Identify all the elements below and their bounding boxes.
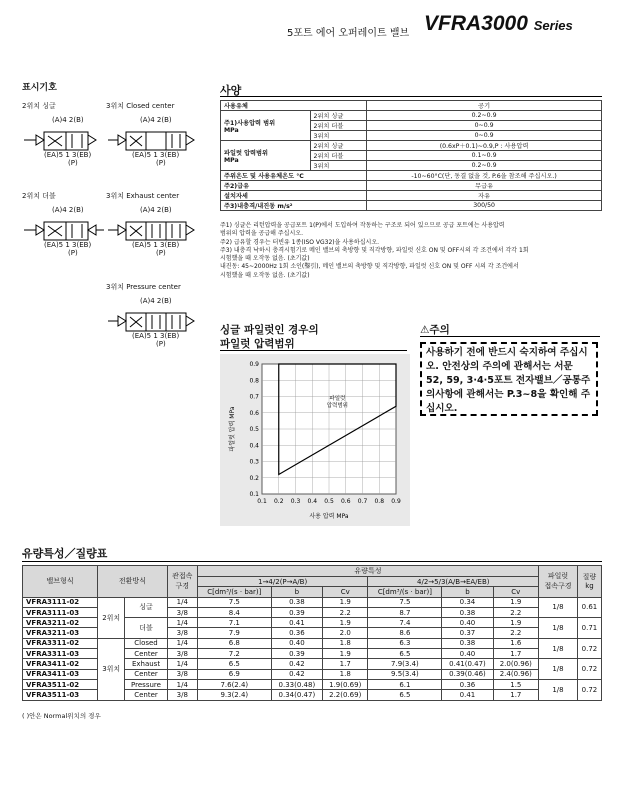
note-line: 주3) 내충격 낙하시 충격시험기로 메인 밸브의 축방향 및 직각방향, 파일럿 신호 ON 및 OFF시의 각 조건에서 각각 1회 [220, 246, 529, 254]
port-label-p: (P) [156, 249, 166, 257]
spec-pp2: 0.1~0.9 [367, 151, 602, 161]
flow-footnote: ( )안은 Normal위치의 경우 [22, 712, 101, 720]
cell-model: VFRA3211-03 [23, 628, 98, 638]
cell-switch: Center [125, 649, 168, 659]
label-3pos-closed: 3위치 Closed center [106, 102, 175, 110]
cell-b2: 0.38 [442, 607, 493, 617]
flow-h-conn-text2: 구경 [175, 582, 190, 591]
cell-model: VFRA3311-02 [23, 638, 98, 648]
cell-c1: 7.1 [197, 618, 271, 628]
cell-c1: 7.6(2.4) [197, 679, 271, 689]
flow-h-cv: Cv [322, 587, 367, 597]
cell-pilot: 1/8 [539, 638, 578, 659]
series-suffix: Series [533, 18, 573, 33]
cell-cv1: 1.8 [322, 669, 367, 679]
x-tick-label: 0.6 [340, 498, 351, 505]
cell-b1: 0.39 [271, 649, 322, 659]
cell-cv2: 1.9 [493, 597, 538, 607]
flow-h-b: b [271, 587, 322, 597]
label-2pos-double: 2위치 더블 [22, 192, 56, 200]
cell-b2: 0.39(0.46) [442, 669, 493, 679]
cell-mass: 0.61 [577, 597, 601, 618]
cell-c1: 7.2 [197, 649, 271, 659]
spec-row-3: 3위치 [310, 161, 367, 171]
cell-switch: 싱글 [125, 597, 168, 618]
cell-model: VFRA3111-03 [23, 607, 98, 617]
cell-switch: 더블 [125, 618, 168, 639]
flow-h-switch: 전환방식 [98, 566, 168, 598]
cell-model: VFRA3511-02 [23, 679, 98, 689]
cell-conn: 1/4 [167, 638, 197, 648]
caution-rule [420, 336, 600, 337]
flow-h-pilot-text: 파일럿 [547, 572, 569, 581]
flow-h-model: 밸브형식 [23, 566, 98, 598]
port-label-top: (A)4 2(B) [140, 116, 172, 124]
note-line: 시험했을 때 오작동 없음. (초기값) [220, 271, 310, 279]
spec-pressure-label [221, 111, 311, 141]
cell-cv1: 1.8 [322, 638, 367, 648]
x-tick-label: 0.2 [273, 498, 284, 505]
cell-b2: 0.41 [442, 690, 493, 700]
spec-title: 사양 [220, 84, 242, 97]
spec-row-2double: 2위치 더블 [310, 151, 367, 161]
port-label-bottom: (EA)5 1 3(EB) [132, 151, 180, 159]
spec-install-value: 자유 [367, 191, 602, 201]
chart-rule [220, 350, 407, 351]
region-label-1: 파일럿 [329, 395, 346, 402]
pilot-chart-svg [220, 354, 410, 526]
cell-cv2: 1.7 [493, 690, 538, 700]
spec-temp-value: -10~60°C(단, 동결 없을 것, P.6을 참조해 주십시오.) [367, 171, 602, 181]
cell-b2: 0.38 [442, 638, 493, 648]
spec-pp1: (0.6xP＋0.1)~0.9,P : 사용압력 [367, 141, 602, 151]
cell-pos: 3위치 [98, 638, 125, 700]
y-tick-label: 0.7 [249, 393, 259, 401]
x-tick-label: 0.4 [307, 498, 318, 505]
cell-model: VFRA3411-02 [23, 659, 98, 669]
cell-switch: Closed [125, 638, 168, 648]
spec-lube-value: 무급유 [367, 181, 602, 191]
port-label-p: (P) [68, 249, 78, 257]
note-line: 범위의 압력을 공급해 주십시오. [220, 230, 303, 238]
spec-pressure-unit: MPa [224, 126, 239, 134]
spec-install-label: 설치자세 [221, 191, 367, 201]
cell-cv1: 1.9 [322, 597, 367, 607]
cell-mass: 0.72 [577, 659, 601, 680]
cell-cv2: 1.7 [493, 649, 538, 659]
x-tick-label: 0.1 [257, 498, 267, 505]
spec-pilot-label-text: 파일럿 압력범위 [224, 149, 268, 157]
y-tick-label: 0.9 [249, 361, 259, 368]
flow-h-flow: 유량특성 [197, 566, 538, 577]
cell-b2: 0.40 [442, 618, 493, 628]
spec-p1: 0.2~0.9 [367, 111, 602, 121]
y-tick-label: 0.4 [249, 442, 259, 450]
cell-switch: Exhaust [125, 659, 168, 669]
cell-cv1: 1.9 [322, 618, 367, 628]
flow-h-b: b [442, 587, 493, 597]
cell-b1: 0.36 [271, 628, 322, 638]
port-label-bottom: (EA)5 1 3(EB) [44, 241, 92, 249]
x-axis-label: 사용 압력 MPa [309, 513, 349, 520]
cell-model: VFRA3311-03 [23, 649, 98, 659]
spec-row-2double: 2위치 더블 [310, 121, 367, 131]
cell-c2: 8.6 [368, 628, 442, 638]
flow-h-fwd: 1→4/2(P→A/B) [197, 577, 368, 587]
note-line: 주1) 싱글은 리턴압력을 공급포트 1(P)에서 도입하여 작동하는 구조로 되어 있으므로 공급 포트에는 사용압력 [220, 222, 505, 229]
cell-cv1: 2.2 [322, 607, 367, 617]
cell-pos: 2위치 [98, 597, 125, 638]
flow-h-pilot [539, 566, 578, 598]
cell-conn: 1/4 [167, 679, 197, 689]
cell-c1: 7.5 [197, 597, 271, 607]
cell-conn: 3/8 [167, 669, 197, 679]
cell-c2: 9.5(3.4) [368, 669, 442, 679]
spec-pilot-label [221, 141, 311, 171]
y-tick-label: 0.6 [249, 409, 259, 417]
cell-cv2: 1.5 [493, 679, 538, 689]
cell-b1: 0.40 [271, 638, 322, 648]
spec-pilot-unit: MPa [224, 156, 239, 164]
cell-b1: 0.33(0.48) [271, 679, 322, 689]
cell-b1: 0.41 [271, 618, 322, 628]
cell-c1: 6.8 [197, 638, 271, 648]
cell-pilot: 1/8 [539, 679, 578, 700]
cell-conn: 1/4 [167, 597, 197, 607]
cell-c1: 6.5 [197, 659, 271, 669]
cell-b2: 0.34 [442, 597, 493, 607]
port-label-top: (A)4 2(B) [140, 206, 172, 214]
flow-h-conn [167, 566, 197, 598]
cell-cv2: 2.4(0.96) [493, 669, 538, 679]
port-label-p: (P) [68, 159, 78, 167]
cell-model: VFRA3111-02 [23, 597, 98, 607]
cell-switch: Center [125, 690, 168, 700]
cell-conn: 1/4 [167, 618, 197, 628]
chart-title-line2: 파일럿 압력범위 [220, 338, 295, 350]
flow-h-mass-unit: kg [585, 582, 594, 591]
cell-switch: Pressure [125, 679, 168, 689]
spec-row-2single: 2위치 싱글 [310, 111, 367, 121]
y-tick-label: 0.2 [249, 474, 259, 482]
cell-cv1: 2.0 [322, 628, 367, 638]
spec-notes [220, 222, 529, 280]
table-row [23, 638, 602, 648]
cell-b1: 0.42 [271, 669, 322, 679]
cell-b1: 0.38 [271, 597, 322, 607]
spec-media-value: 공기 [367, 101, 602, 111]
cell-pilot: 1/8 [539, 659, 578, 680]
flow-title: 유량특성／질량표 [22, 547, 108, 560]
x-tick-label: 0.8 [374, 498, 385, 505]
cell-b1: 0.39 [271, 607, 322, 617]
note-line: 주2) 급유할 경우는 터빈유 1종(ISO VG32)을 사용하십시오. [220, 238, 380, 246]
cell-conn: 3/8 [167, 607, 197, 617]
label-2pos-single: 2위치 싱글 [22, 102, 56, 110]
y-tick-label: 0.1 [249, 491, 259, 498]
spec-table [220, 100, 602, 211]
valve-symbol-icon [22, 216, 106, 256]
flow-table [22, 565, 602, 701]
flow-rule [22, 561, 602, 562]
cell-c1: 7.9 [197, 628, 271, 638]
cell-mass: 0.72 [577, 638, 601, 659]
series-name: VFRA3000 [424, 12, 528, 35]
y-tick-label: 0.8 [249, 377, 259, 385]
cell-c1: 9.3(2.4) [197, 690, 271, 700]
y-axis-label: 파일럿 압력 MPa [229, 406, 236, 452]
port-label-bottom: (EA)5 1 3(EB) [132, 241, 180, 249]
spec-rule [220, 96, 602, 97]
cell-c1: 8.4 [197, 607, 271, 617]
cell-c2: 8.7 [368, 607, 442, 617]
caution-header [420, 322, 450, 337]
symbols-title: 표시기호 [22, 83, 57, 93]
port-label-p: (P) [156, 159, 166, 167]
valve-symbol-icon [22, 126, 106, 166]
cell-b2: 0.40 [442, 649, 493, 659]
cell-c2: 6.1 [368, 679, 442, 689]
cell-b2: 0.36 [442, 679, 493, 689]
cell-model: VFRA3411-03 [23, 669, 98, 679]
spec-pressure-label-text: 주1)사용압력 범위 [224, 119, 276, 127]
x-tick-label: 0.5 [324, 498, 334, 505]
cell-cv2: 2.2 [493, 628, 538, 638]
cell-model: VFRA3511-03 [23, 690, 98, 700]
cell-conn: 3/8 [167, 690, 197, 700]
cell-mass: 0.71 [577, 618, 601, 639]
port-label-bottom: (EA)5 1 3(EB) [132, 332, 180, 340]
flow-h-mass [577, 566, 601, 598]
cell-pilot: 1/8 [539, 597, 578, 618]
chart-title-line1: 싱글 파일럿인 경우의 [220, 324, 319, 336]
flow-h-pilot-text2: 접속구경 [544, 582, 572, 591]
page-subtitle: 5포트 에어 오퍼레이트 밸브 [287, 28, 410, 39]
spec-shock-label: 주3)내충격/내진동 m/s² [221, 201, 367, 211]
spec-row-3: 3위치 [310, 131, 367, 141]
cell-mass: 0.72 [577, 679, 601, 700]
cell-conn: 3/8 [167, 628, 197, 638]
spec-shock-value: 300/50 [367, 201, 602, 211]
cell-switch: Center [125, 669, 168, 679]
cell-conn: 3/8 [167, 649, 197, 659]
cell-cv1: 1.9 [322, 649, 367, 659]
cell-cv1: 1.9(0.69) [322, 679, 367, 689]
cell-pilot: 1/8 [539, 618, 578, 639]
x-tick-label: 0.3 [290, 498, 301, 505]
cell-cv2: 1.6 [493, 638, 538, 648]
cell-c2: 7.4 [368, 618, 442, 628]
spec-pp3: 0.2~0.9 [367, 161, 602, 171]
caution-title: 주의 [429, 324, 450, 336]
spec-lube-label: 주2)급유 [221, 181, 367, 191]
spec-media-label: 사용유체 [221, 101, 367, 111]
spec-temp-label: 주위온도 및 사용유체온도 °C [221, 171, 367, 181]
x-tick-label: 0.7 [357, 498, 368, 505]
cell-b1: 0.34(0.47) [271, 690, 322, 700]
table-row [23, 597, 602, 607]
label-3pos-exhaust: 3위치 Exhaust center [106, 192, 180, 200]
flow-h-cv: Cv [493, 587, 538, 597]
port-label-top: (A)4 2(B) [140, 297, 172, 305]
cell-b1: 0.42 [271, 659, 322, 669]
cell-c2: 7.5 [368, 597, 442, 607]
region-label-2: 압력범위 [326, 402, 349, 409]
flow-h-conn-text: 관접속 [172, 572, 193, 581]
note-line: 시험했을 때 오작동 없음. (초기값) [220, 255, 310, 263]
cell-c1: 6.9 [197, 669, 271, 679]
cell-b2: 0.41(0.47) [442, 659, 493, 669]
warning-icon: ⚠ [420, 324, 430, 336]
spec-row-2single: 2위치 싱글 [310, 141, 367, 151]
port-label-p: (P) [156, 340, 166, 348]
flow-h-c: C[dm³/(s · bar)] [368, 587, 442, 597]
caution-box: 사용하기 전에 반드시 숙지하여 주십시오. 안전상의 주의에 관해서는 서문 52, 59, 3·4·5포트 전자밸브／공통주의사항에 관해서는 P.3~8을 확인해 주십시오. [420, 342, 598, 416]
port-label-top: (A)4 2(B) [52, 206, 84, 214]
pilot-chart [220, 354, 410, 526]
cell-cv1: 2.2(0.69) [322, 690, 367, 700]
cell-cv2: 1.9 [493, 618, 538, 628]
cell-c2: 7.9(3.4) [368, 659, 442, 669]
flow-h-mass-text: 질량 [582, 573, 597, 582]
flow-h-c: C[dm³/(s · bar)] [197, 587, 271, 597]
x-tick-label: 0.9 [391, 498, 401, 505]
y-tick-label: 0.3 [249, 458, 259, 466]
cell-c2: 6.3 [368, 638, 442, 648]
label-3pos-pressure: 3위치 Pressure center [106, 283, 181, 291]
cell-model: VFRA3211-02 [23, 618, 98, 628]
cell-cv2: 2.0(0.96) [493, 659, 538, 669]
cell-b2: 0.37 [442, 628, 493, 638]
cell-c2: 6.5 [368, 690, 442, 700]
cell-c2: 6.5 [368, 649, 442, 659]
cell-conn: 1/4 [167, 659, 197, 669]
flow-h-rev: 4/2→5/3(A/B→EA/EB) [368, 577, 539, 587]
port-label-bottom: (EA)5 1 3(EB) [44, 151, 92, 159]
cell-cv1: 1.7 [322, 659, 367, 669]
spec-p3: 0~0.9 [367, 131, 602, 141]
series-title [424, 12, 573, 36]
cell-cv2: 2.2 [493, 607, 538, 617]
note-line: 내진동: 45~2000Hz 1회 소인(鑿引), 메인 밸브의 축방향 및 직각방향, 파일럿 신호 ON 및 OFF 시의 각 조건에서 [220, 263, 519, 271]
y-tick-label: 0.5 [249, 426, 259, 433]
spec-p2: 0~0.9 [367, 121, 602, 131]
port-label-top: (A)4 2(B) [52, 116, 84, 124]
